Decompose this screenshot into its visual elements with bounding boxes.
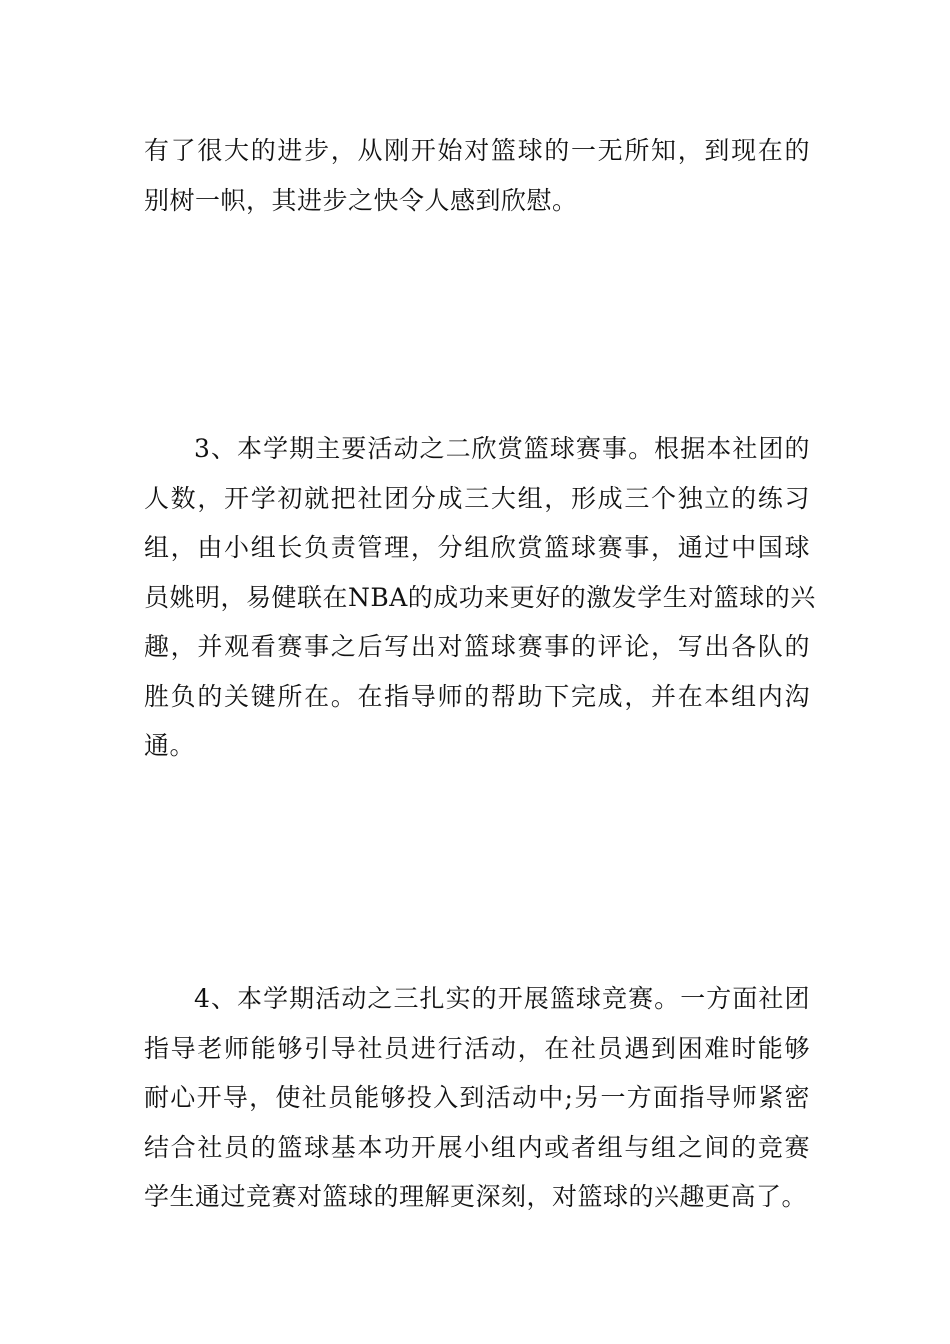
paragraph-activity-4: [144, 974, 810, 1222]
paragraph-activity-3: [144, 424, 816, 771]
text-line: 人数，开学初就把社团分成三大组，形成三个独立的练习: [144, 483, 810, 513]
text-line: 耐心开导，使社员能够投入到活动中;另一方面指导师紧密: [144, 1083, 810, 1112]
text-line: 别树一帜，其进步之快令人感到欣慰。: [144, 185, 578, 215]
text-line: 学生通过竞赛对篮球的理解更深刻，对篮球的兴趣更高了。: [144, 1182, 808, 1211]
text-line: 结合社员的篮球基本功开展小组内或者组与组之间的竞赛: [144, 1132, 810, 1162]
text-line: 员姚明，易健联在NBA的成功来更好的激发学生对篮球的兴: [144, 582, 816, 612]
text-line: 通。: [144, 731, 196, 760]
text-line: 4、本学期活动之三扎实的开展篮球竞赛。一方面社团: [194, 984, 810, 1013]
text-line: 趣，并观看赛事之后写出对篮球赛事的评论，写出各队的: [144, 632, 810, 661]
text-line: 3、本学期主要活动之二欣赏篮球赛事。根据本社团的: [194, 434, 810, 463]
text-line: 指导老师能够引导社员进行活动，在社员遇到困难时能够: [144, 1033, 810, 1063]
text-line: 有了很大的进步，从刚开始对篮球的一无所知，到现在的: [144, 136, 810, 165]
text-line: 组，由小组长负责管理，分组欣赏篮球赛事，通过中国球: [144, 533, 810, 562]
paragraph-progress-continued: [144, 126, 810, 225]
text-line: 胜负的关键所在。在指导师的帮助下完成，并在本组内沟: [144, 681, 810, 711]
